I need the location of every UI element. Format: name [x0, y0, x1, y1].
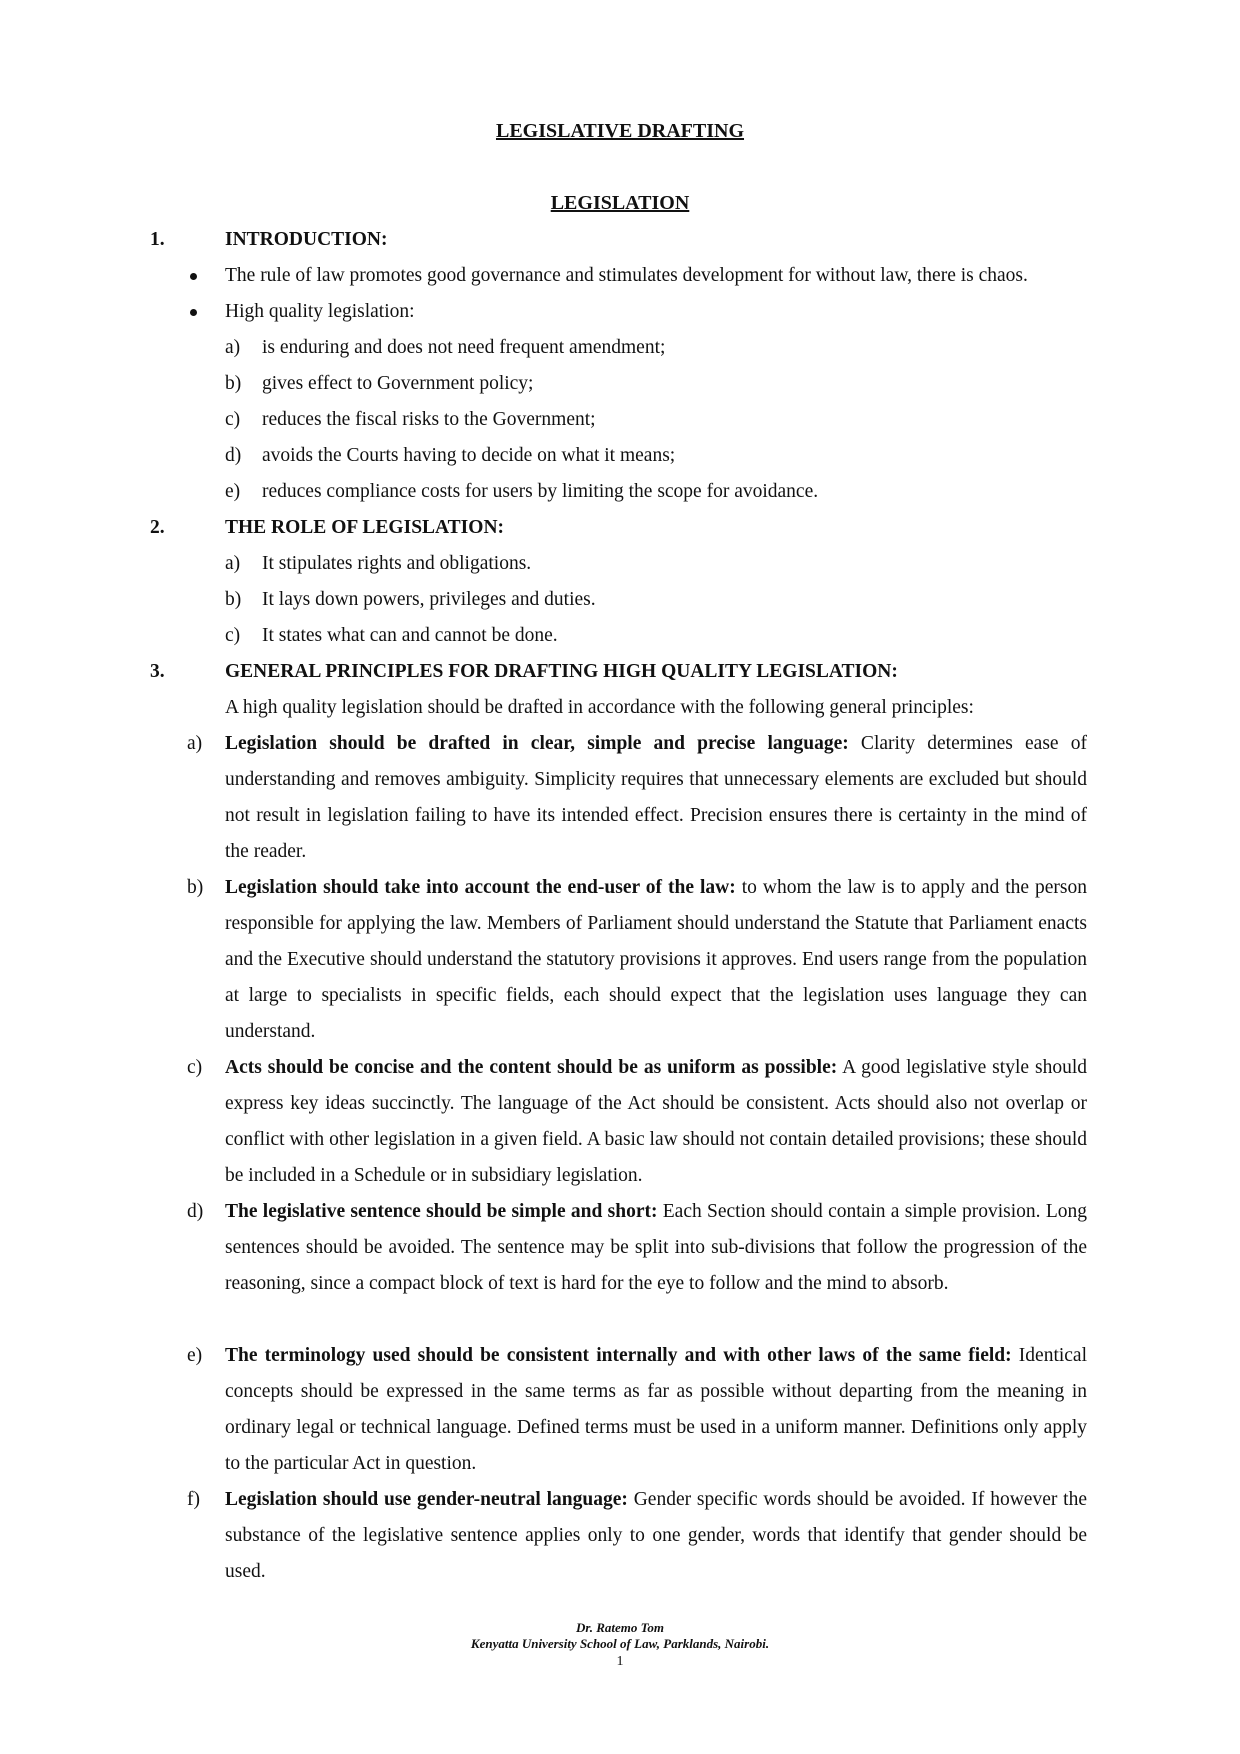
bullet-icon — [190, 309, 197, 316]
principle-marker: d) — [187, 1201, 204, 1222]
principle-heading: The terminology used should be consistent internally and with other laws of the same field: — [225, 1345, 1012, 1366]
list-marker: c) — [225, 625, 241, 646]
page-number: 1 — [616, 1654, 624, 1669]
principle-marker: c) — [187, 1057, 203, 1078]
principle-text: to whom the law is to apply and the person responsible for applying the law. Members of Parliament should understand the Statute that Parliament enacts and the Executive should understand the statutory provisions it approves. End users range from the population at large to specialists in specific fields, each should expect that the legislation uses language they can understand. — [225, 877, 1088, 1042]
list-item: It stipulates rights and obligations. — [262, 553, 532, 574]
bullet-text: High quality legislation: — [225, 301, 415, 322]
list-item: avoids the Courts having to decide on what it means; — [262, 445, 676, 466]
footer-author: Dr. Ratemo Tom — [575, 1620, 664, 1635]
list-marker: a) — [225, 553, 241, 574]
list-item: reduces the fiscal risks to the Government; — [262, 409, 596, 430]
principle-marker: e) — [187, 1345, 203, 1366]
list-item: It states what can and cannot be done. — [262, 625, 558, 646]
principle-heading: The legislative sentence should be simple and short: — [225, 1201, 658, 1222]
principle-text: Identical concepts should be expressed in the same terms as far as possible without departing from the meaning in ordinary legal or technical language. Defined terms must be used in a uniform manner. Definitions only apply to the particular Act in question. — [225, 1345, 1088, 1474]
list-marker: d) — [225, 445, 242, 466]
principle-marker: b) — [187, 877, 204, 898]
section-2-heading: THE ROLE OF LEGISLATION: — [225, 517, 505, 538]
principle-paragraph — [225, 870, 1087, 1050]
list-item: It lays down powers, privileges and duties. — [262, 589, 596, 610]
list-item: reduces compliance costs for users by limiting the scope for avoidance. — [262, 481, 819, 502]
principle-heading: Acts should be concise and the content should be as uniform as possible: — [225, 1057, 838, 1078]
principle-heading: Legislation should use gender-neutral language: — [225, 1489, 628, 1510]
principle-paragraph — [225, 726, 1087, 870]
section-1-number: 1. — [150, 229, 165, 250]
section-3-heading: GENERAL PRINCIPLES FOR DRAFTING HIGH QUALITY LEGISLATION: — [225, 661, 898, 682]
bullet-icon — [190, 273, 197, 280]
section-title: LEGISLATION — [550, 192, 690, 214]
section-3-intro: A high quality legislation should be drafted in accordance with the following general principles: — [225, 697, 974, 718]
principle-heading: Legislation should be drafted in clear, simple and precise language: — [225, 733, 849, 754]
list-marker: a) — [225, 337, 241, 358]
principle-text: Clarity determines ease of understanding and removes ambiguity. Simplicity requires that unnecessary elements are excluded but should not result in legislation failing to have its intended effect. Precision ensures there is certainty in the mind of the reader. — [225, 733, 1087, 862]
principle-heading: Legislation should take into account the end-user of the law: — [225, 877, 736, 898]
section-3-number: 3. — [150, 661, 165, 682]
principle-text: Each Section should contain a simple provision. Long sentences should be avoided. The sentence may be split into sub-divisions that follow the progression of the reasoning, since a compact block of text is hard for the eye to follow and the mind to absorb. — [225, 1201, 1087, 1294]
bullet-text: The rule of law promotes good governance and stimulates development for without law, there is chaos. — [225, 265, 1028, 286]
principle-paragraph — [225, 1338, 1087, 1482]
footer-institution: Kenyatta University School of Law, Parklands, Nairobi. — [470, 1636, 770, 1651]
section-2-number: 2. — [150, 517, 165, 538]
principle-paragraph — [225, 1050, 1087, 1194]
list-marker: c) — [225, 409, 241, 430]
section-1-heading: INTRODUCTION: — [225, 229, 388, 250]
list-marker: b) — [225, 373, 242, 394]
principle-marker: f) — [187, 1489, 200, 1510]
document-title: LEGISLATIVE DRAFTING — [495, 120, 745, 142]
list-marker: e) — [225, 481, 241, 502]
list-item: gives effect to Government policy; — [262, 373, 534, 394]
principle-text: A good legislative style should express key ideas succinctly. The language of the Act should be consistent. Acts should also not overlap or conflict with other legislation in a given field. A basic law should not contain detailed provisions; these should be included in a Schedule or in subsidiary legislation. — [225, 1057, 1087, 1186]
principle-paragraph — [225, 1482, 1087, 1590]
principle-text: Gender specific words should be avoided. If however the substance of the legislative sentence applies only to one gender, words that identify that gender should be used. — [225, 1489, 1087, 1582]
list-item: is enduring and does not need frequent amendment; — [262, 337, 666, 358]
principle-marker: a) — [187, 733, 203, 754]
principle-paragraph — [225, 1194, 1087, 1302]
list-marker: b) — [225, 589, 242, 610]
